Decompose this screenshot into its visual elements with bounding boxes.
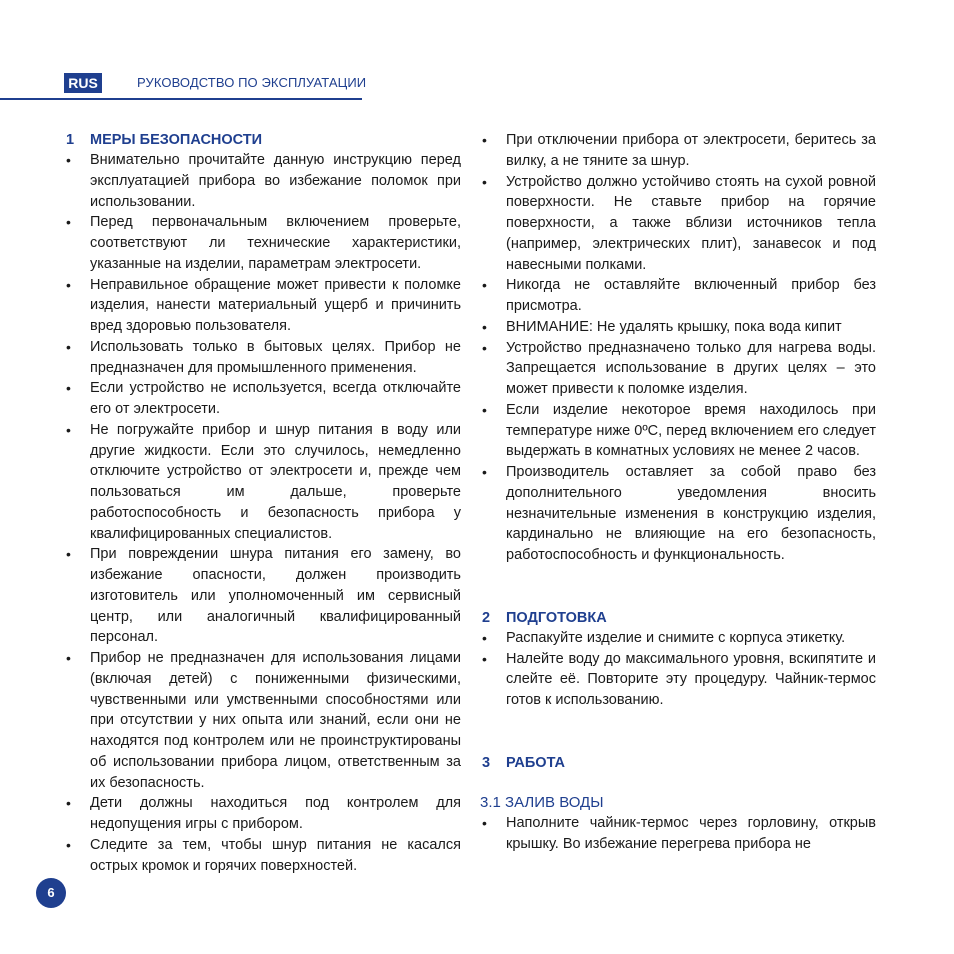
list-item: • Внимательно прочитайте данную инструкцию перед эксплуатацией прибора во избежание поломок при использовании. [64,150,461,212]
preparation-list [480,628,876,711]
page-header [0,0,954,100]
section-number: 3 [482,754,491,771]
list-item: • При отключении прибора от электросети, беритесь за вилку, а не тяните за шнур. [480,130,876,172]
list-item: • Устройство предназначено только для нагрева воды. Запрещается использование в других целях – это может привести к поломке изделия. [480,338,876,400]
section-title: ПОДГОТОВКА [506,609,607,626]
language-badge: RUS [64,73,102,93]
list-item: • Если устройство не используется, всегда отключайте его от электросети. [64,378,461,420]
list-item: • Если изделие некоторое время находилось при температуре ниже 0ºС, перед включением его следует выдержать в комнатных условиях не менее 2 часов. [480,400,876,462]
safety-list-right [480,130,876,566]
section-number: 1 [66,132,75,148]
spacer [480,773,876,793]
spacer [480,711,876,753]
page-number-badge: 6 [37,879,65,907]
list-item: • Следите за тем, чтобы шнур питания не касался острых кромок и горячих поверхностей. [64,835,461,877]
list-item: • Распакуйте изделие и снимите с корпуса этикетку. [480,628,876,649]
list-item: • Не погружайте прибор и шнур питания в воду или другие жидкости. Если это случилось, немедленно отключите устройство от электросети и, прежде чем пользоваться им дальше, проверьте работоспособность и безопасность прибора у квалифицированных специалистов. [64,420,461,545]
list-item: • Никогда не оставляйте включенный прибор без присмотра. [480,275,876,317]
list-item: • Перед первоначальным включением проверьте, соответствуют ли технические характеристики, указанные на изделии, параметрам электросети. [64,212,461,274]
list-item: • Прибор не предназначен для использования лицами (включая детей) с пониженными физическими, чувственными или умственными способностями или при отсутствии у них опыта или знаний, если они не находятся под контролем или не проинструктированы об использовании прибора лицом, ответственным за их безопасность. [64,648,461,793]
section-title: РАБОТА [506,754,565,771]
list-item: • Наполните чайник-термос через горловину, открыв крышку. Во избежание перегрева прибора не [480,813,876,855]
header-divider [0,98,362,100]
list-item: • Использовать только в бытовых целях. Прибор не предназначен для промышленного применения. [64,337,461,379]
left-column [64,130,461,876]
list-item: • При повреждении шнура питания его замену, во избежание опасности, должен производить изготовитель или уполномоченный им сервисный центр, или аналогичный квалифицированный персонал. [64,544,461,648]
spacer [480,566,876,608]
manual-title: РУКОВОДСТВО ПО ЭКСПЛУАТАЦИИ [137,75,367,90]
list-item: • Налейте воду до максимального уровня, вскипятите и слейте её. Повторите эту процедуру. Чайник-термос готов к использованию. [480,649,876,711]
section-heading-safety [66,130,461,150]
right-column [480,130,876,854]
list-item: • Дети должны находиться под контролем для недопущения игры с прибором. [64,793,461,835]
section-number: 2 [482,609,491,626]
list-item: • Неправильное обращение может привести к поломке изделия, нанести материальный ущерб и причинить вред здоровью пользователя. [64,275,461,337]
section-title: МЕРЫ БЕЗОПАСНОСТИ [90,132,263,148]
list-item: • ВНИМАНИЕ: Не удалять крышку, пока вода кипит [480,317,876,338]
section-heading-operation [482,753,876,773]
filling-list [480,813,876,855]
section-heading-preparation [482,608,876,628]
subsection-heading-filling: 3.1 ЗАЛИВ ВОДЫ [480,793,604,811]
list-item: • Производитель оставляет за собой право без дополнительного уведомления вносить незначительные изменения в конструкцию изделия, кардинально не влияющие на его безопасность, работоспособность и функциональность. [480,462,876,566]
list-item: • Устройство должно устойчиво стоять на сухой ровной поверхности. Не ставьте прибор на горячие поверхности, а также вблизи источников тепла (например, электрических плит), занавесок и под навесными полками. [480,172,876,276]
safety-list-left [64,150,461,876]
